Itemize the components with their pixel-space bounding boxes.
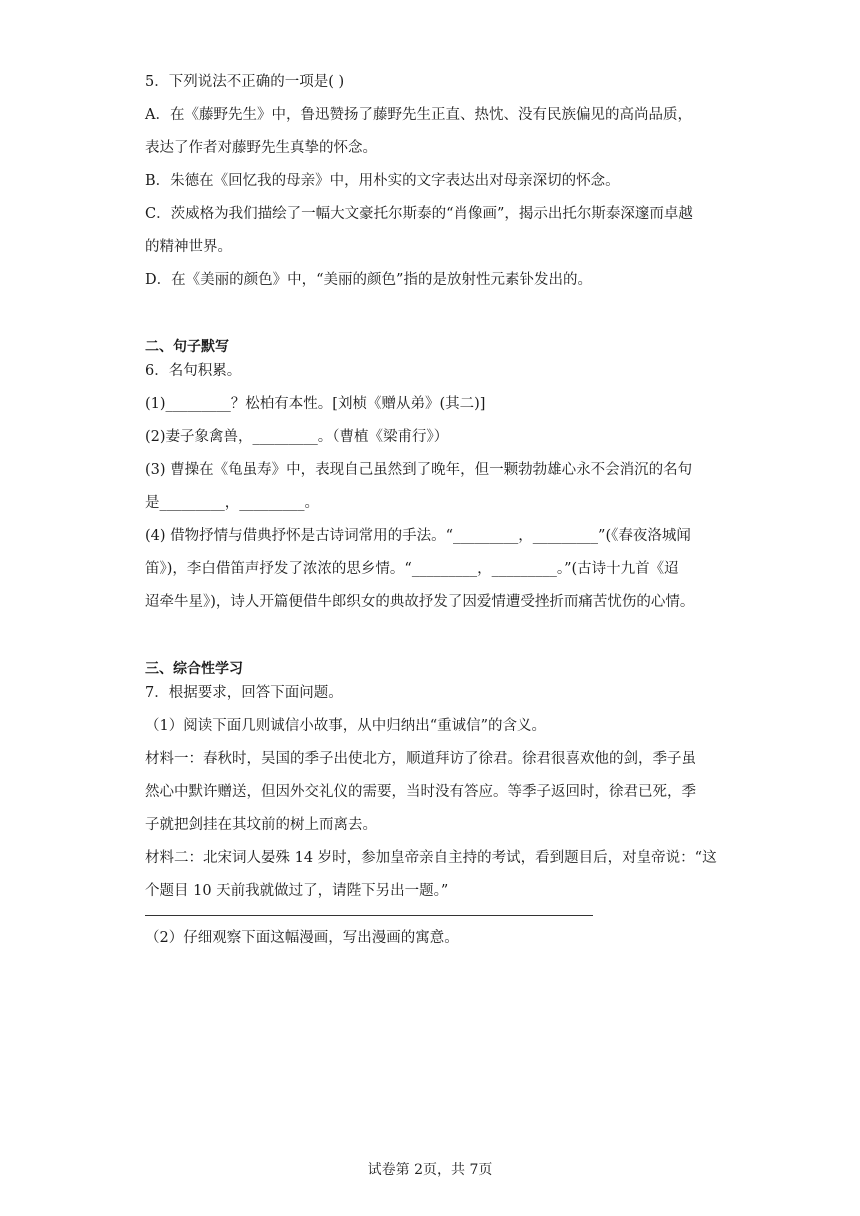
q7-stem: 7．根据要求，回答下面问题。 (145, 685, 343, 701)
material2-line1: 材料二：北宋词人晏殊 14 岁时，参加皇帝亲自主持的考试，看到题目后，对皇帝说：“这 (145, 850, 717, 866)
material1-line3: 子就把剑挂在其坟前的树上而离去。 (145, 817, 377, 833)
material1-line2: 然心中默许赠送，但因外交礼仪的需要，当时没有答应。等季子返回时，徐君已死，季 (145, 784, 696, 800)
q6-item-4-line2: 笛》)，李白借笛声抒发了浓浓的思乡情。“_________，_________。”(古诗十九首《迢 (145, 561, 679, 577)
q6-item-4-line3: 迢牵牛星》)，诗人开篇便借牛郎织女的典故抒发了因爱情遭受挫折而痛苦忧伤的心情。 (145, 594, 695, 610)
material1-line1: 材料一：春秋时，吴国的季子出使北方，顺道拜访了徐君。徐君很喜欢他的剑，季子虽 (145, 751, 696, 767)
q5-option-b: B．朱德在《回忆我的母亲》中，用朴实的文字表达出对母亲深切的怀念。 (145, 173, 620, 189)
q5-option-a-line2: 表达了作者对藤野先生真挚的怀念。 (145, 140, 377, 156)
page-footer: 试卷第 2页，共 7页 (367, 1162, 493, 1178)
q6-item-3-line1: (3) 曹操在《龟虽寿》中，表现自己虽然到了晚年，但一颗勃勃雄心永不会消沉的名句 (145, 462, 693, 478)
q5-option-a-line1: A．在《藤野先生》中，鲁迅赞扬了藤野先生正直、热忱、没有民族偏见的高尚品质， (145, 107, 692, 123)
q6-item-2: (2)妻子象禽兽，_________。（曹植《梁甫行》） (145, 429, 449, 445)
q5-stem: 5．下列说法不正确的一项是( ) (145, 74, 345, 90)
q7-sub2: （2）仔细观察下面这幅漫画，写出漫画的寓意。 (145, 930, 459, 946)
material2-line2: 个题目 10 天前我就做过了，请陛下另出一题。” (145, 883, 449, 899)
q6-item-4-line1: (4) 借物抒情与借典抒怀是古诗词常用的手法。“_________，_________”(《春夜洛城闻 (145, 528, 691, 544)
q6-item-1: (1)_________？松柏有本性。[刘桢《赠从弟》(其二)] (145, 396, 486, 412)
section-heading-sentence-dictation: 二、句子默写 (145, 339, 229, 355)
q6-stem: 6．名句积累。 (145, 363, 242, 379)
exam-page-body (145, 72, 725, 948)
q5-option-d: D．在《美丽的颜色》中，“美丽的颜色”指的是放射性元素钋发出的。 (145, 272, 592, 288)
section-heading-comprehensive-study: 三、综合性学习 (145, 661, 243, 677)
q5-option-c-line2: 的精神世界。 (145, 239, 232, 255)
q6-item-3-line2: 是_________，_________。 (145, 495, 319, 511)
answer-line (145, 915, 593, 916)
q5-option-c-line1: C．茨威格为我们描绘了一幅大文豪托尔斯泰的“肖像画”，揭示出托尔斯泰深邃而卓越 (145, 206, 693, 222)
q7-sub1: （1）阅读下面几则诚信小故事，从中归纳出“重诚信”的含义。 (145, 718, 547, 734)
